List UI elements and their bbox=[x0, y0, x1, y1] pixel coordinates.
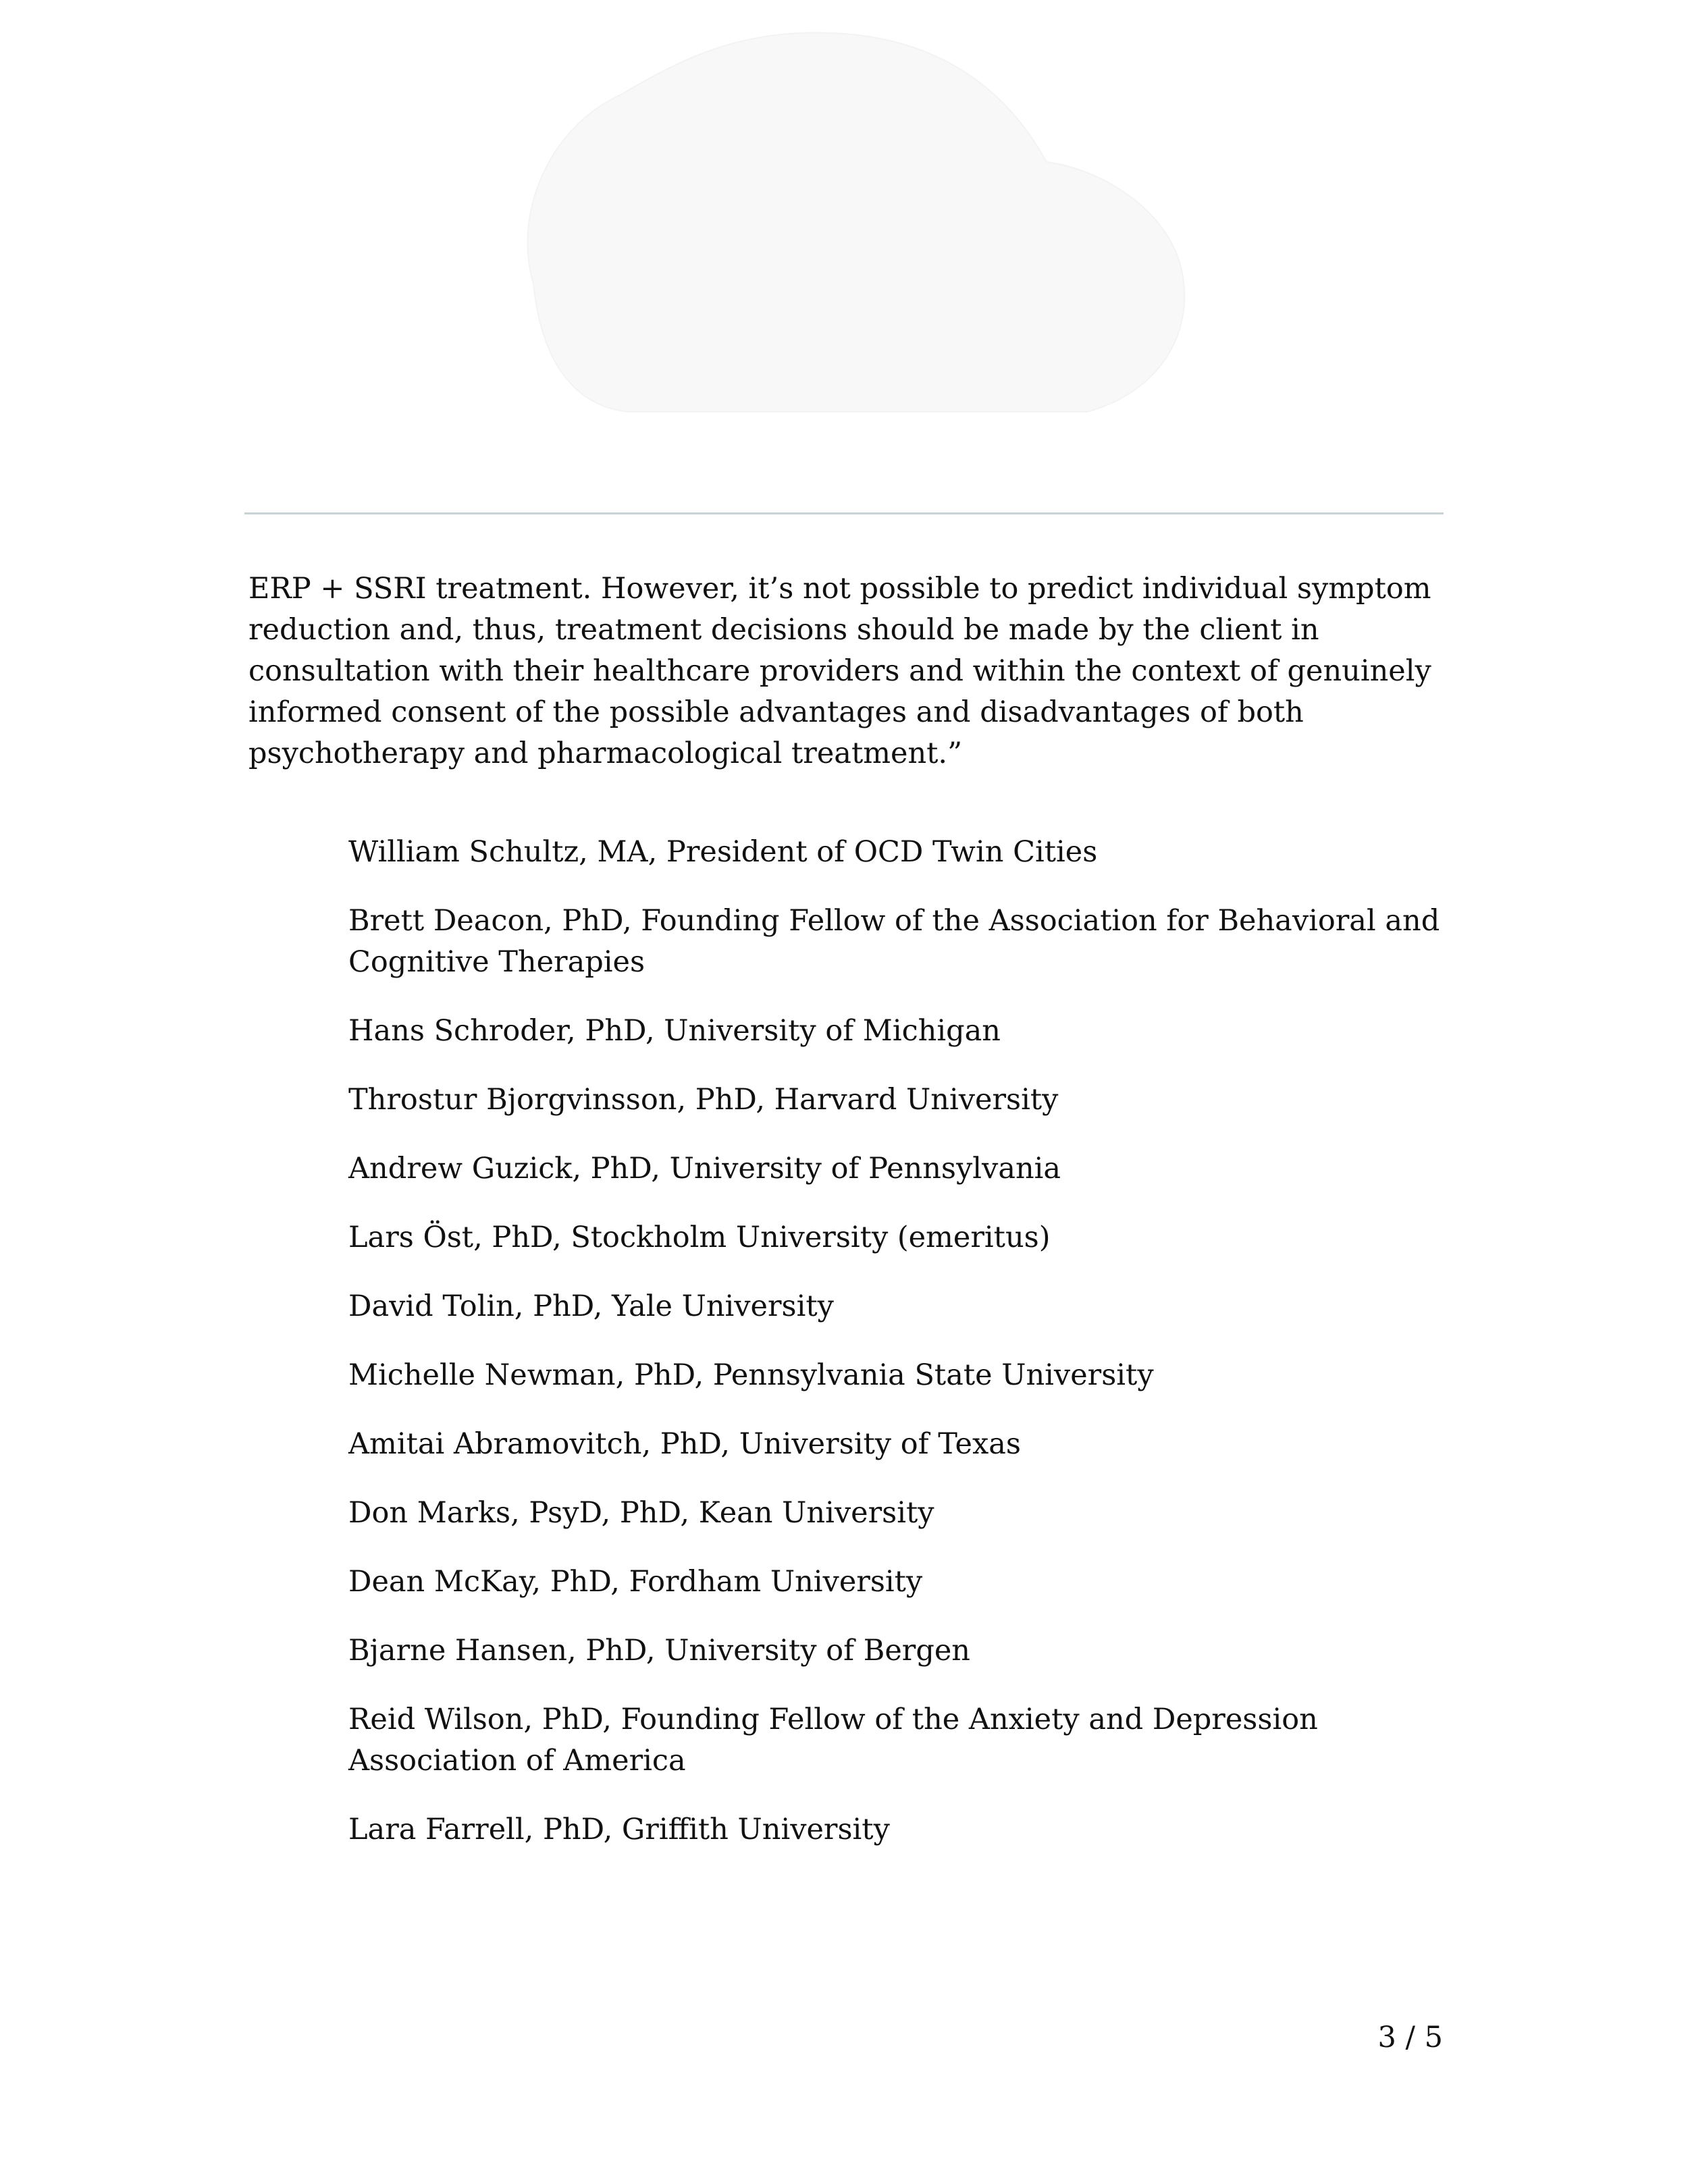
faint-logo-watermark-icon bbox=[493, 14, 1222, 432]
signatory-item: Lars Öst, PhD, Stockholm University (emeritus) bbox=[348, 1221, 1051, 1254]
signatory-item: William Schultz, MA, President of OCD Twin Cities bbox=[348, 835, 1098, 869]
signatory-item: Bjarne Hansen, PhD, University of Bergen bbox=[348, 1634, 970, 1668]
signatory-list bbox=[348, 832, 1456, 1878]
signatory-item: Don Marks, PsyD, PhD, Kean University bbox=[348, 1496, 934, 1530]
signatory-item: Andrew Guzick, PhD, University of Pennsylvania bbox=[348, 1152, 1061, 1186]
signatory-item: Michelle Newman, PhD, Pennsylvania State University bbox=[348, 1358, 1154, 1392]
signatory-item: Reid Wilson, PhD, Founding Fellow of the Anxiety and Depression Association of America bbox=[348, 1703, 1318, 1778]
signatory-item: Hans Schroder, PhD, University of Michigan bbox=[348, 1014, 1001, 1048]
signatory-item: Brett Deacon, PhD, Founding Fellow of the Association for Behavioral and Cognitive Therapies bbox=[348, 904, 1440, 979]
signatory-item: David Tolin, PhD, Yale University bbox=[348, 1289, 834, 1323]
signatory-item: Dean McKay, PhD, Fordham University bbox=[348, 1565, 923, 1599]
header-divider bbox=[244, 512, 1444, 514]
page-number: 3 / 5 bbox=[1377, 2021, 1443, 2054]
body-paragraph: ERP + SSRI treatment. However, it’s not possible to predict individual symptom reduction and, thus, treatment decisions should be made by the client in consultation with their healthcare providers and within the context of genuinely informed consent of the possible advantages and disadvantages of both psychotherapy and pharmacological treatment.” bbox=[248, 572, 1431, 770]
signatory-item: Amitai Abramovitch, PhD, University of Texas bbox=[348, 1427, 1021, 1461]
signatory-item: Lara Farrell, PhD, Griffith University bbox=[348, 1813, 890, 1846]
signatory-item: Throstur Bjorgvinsson, PhD, Harvard University bbox=[348, 1083, 1059, 1117]
